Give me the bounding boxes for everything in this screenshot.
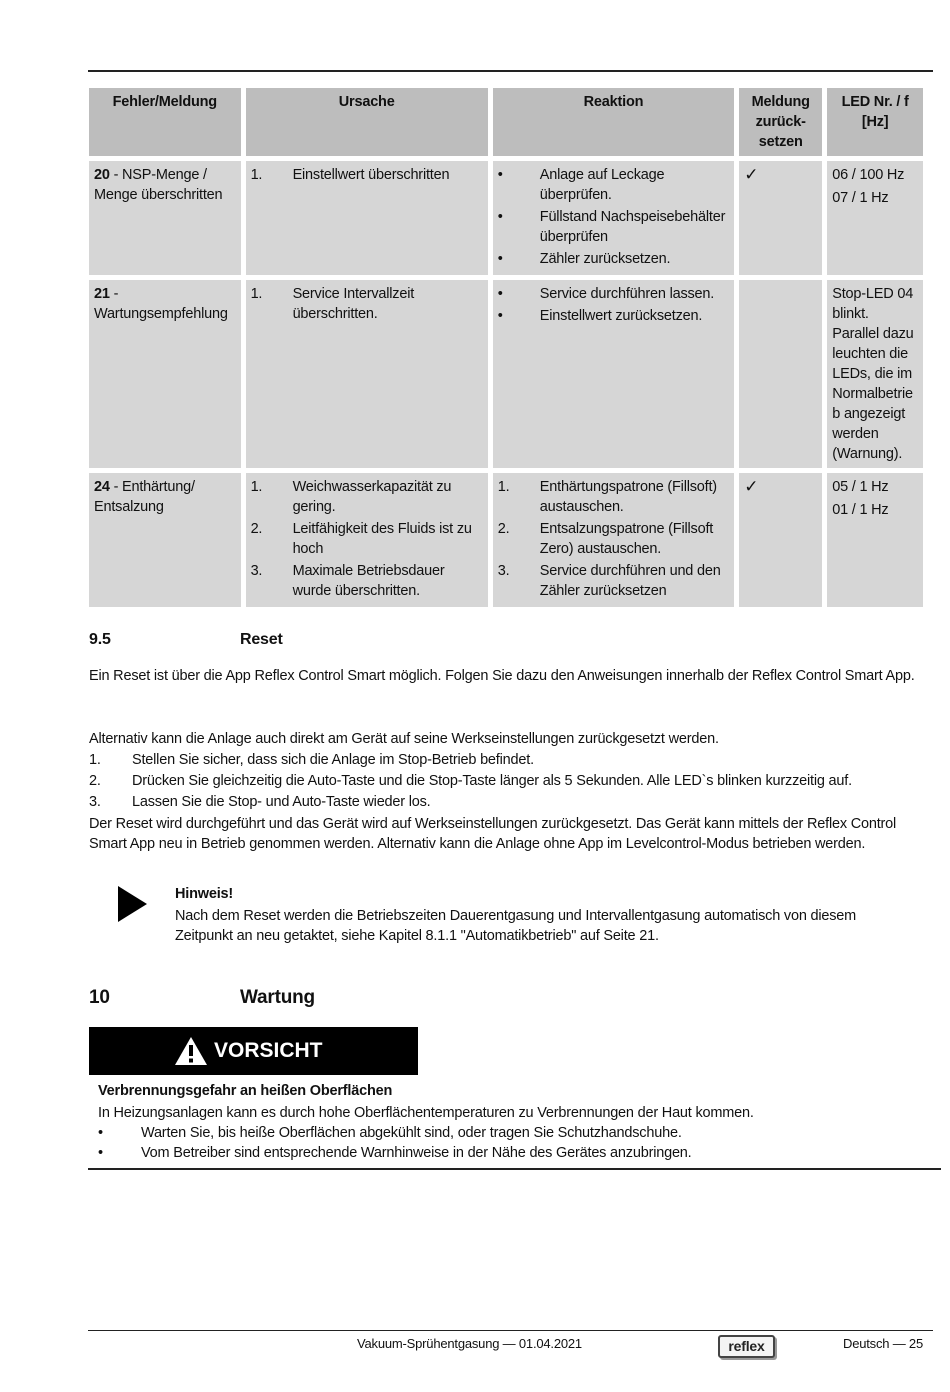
- list-item: [251, 477, 483, 517]
- error-code: 21: [94, 286, 110, 302]
- reset-alt-intro: Alternativ kann die Anlage auch direkt am Gerät auf seine Werkseinstellungen zurückgesetzt werden.: [89, 731, 719, 747]
- list-item: [251, 519, 483, 559]
- led-value: Stop-LED 04 blinkt. Parallel dazu leuchten die LEDs, die im Normalbetrie b angezeigt werden (Warnung).: [832, 286, 914, 462]
- table-row: [89, 280, 923, 468]
- led-value: 05 / 1 Hz: [832, 479, 889, 495]
- list-item: [89, 792, 929, 812]
- top-rule: [88, 70, 933, 72]
- list-text: Drücken Sie gleichzeitig die Auto-Taste und die Stop-Taste länger als 5 Sekunden. Alle LED`s blinken kurzzeitig auf.: [132, 773, 852, 789]
- error-code: 20: [94, 167, 110, 183]
- reset-outro: Der Reset wird durchgeführt und das Gerät wird auf Werkseinstellungen zurückgesetzt. Das Gerät kann mittels der Reflex Control Smart App neu in Betrieb genommen werden. Alternativ kann die Anlage ohne App im Levelcontrol-Modus betrieben werden.: [89, 816, 897, 852]
- error-table: [84, 83, 928, 612]
- reset-cell: [739, 473, 822, 607]
- list-text: Füllstand Nachspeisebehälter überprüfen: [539, 209, 726, 245]
- list-number: 1.: [250, 479, 263, 495]
- bullet: •: [98, 1145, 103, 1161]
- table-header-row: [89, 88, 923, 156]
- error-title: - NSP-Menge / Menge überschritten: [94, 167, 223, 203]
- list-item: [498, 519, 729, 559]
- list-number: 3.: [89, 794, 101, 810]
- section-title: Wartung: [240, 987, 315, 1008]
- led-cell: [827, 473, 923, 607]
- bullet: •: [98, 1125, 103, 1141]
- reaction-cell: [493, 161, 734, 275]
- list-text: Warten Sie, bis heiße Oberflächen abgekühlt sind, oder tragen Sie Schutzhandschuhe.: [141, 1125, 682, 1141]
- error-cell: [89, 280, 241, 468]
- warning-banner: [89, 1027, 418, 1075]
- header-led: LED Nr. / f [Hz]: [827, 88, 923, 156]
- list-item: [498, 561, 729, 601]
- led-value: 07 / 1 Hz: [832, 190, 889, 206]
- bullet: •: [497, 209, 503, 225]
- hint-title: Hinweis!: [175, 886, 234, 902]
- list-text: Weichwasserkapazität zu gering.: [292, 479, 452, 515]
- hint-text: Nach dem Reset werden die Betriebszeiten Dauerentgasung und Intervallentgasung automatisch von diesem Zeitpunkt an neu getaktet, siehe Kapitel 8.1.1 "Automatikbetrieb" auf Seite 21.: [175, 908, 857, 944]
- list-text: Service Intervallzeit überschritten.: [292, 286, 415, 322]
- reset-cell: [739, 161, 822, 275]
- header-reset: Meldung zurück-setzen: [739, 88, 822, 156]
- list-number: 2.: [250, 521, 263, 537]
- list-item: [98, 1123, 933, 1143]
- list-item: [498, 284, 729, 304]
- list-text: Leitfähigkeit des Fluids ist zu hoch: [292, 521, 472, 557]
- bullet: •: [497, 251, 503, 267]
- cause-cell: [246, 161, 488, 275]
- reset-intro: Ein Reset ist über die App Reflex Control Smart möglich. Folgen Sie dazu den Anweisungen innerhalb der Reflex Control Smart App.: [89, 668, 915, 684]
- bullet: •: [497, 167, 503, 183]
- list-item: [498, 249, 729, 269]
- list-text: Einstellwert zurücksetzen.: [539, 308, 703, 324]
- hint-arrow-icon: [118, 886, 147, 922]
- table-row: [89, 473, 923, 607]
- list-item: [251, 165, 483, 185]
- list-number: 2.: [89, 773, 101, 789]
- list-item: [251, 561, 483, 601]
- header-cause: Ursache: [246, 88, 488, 156]
- footer-page-number: Deutsch — 25: [843, 1336, 923, 1351]
- reflex-logo: reflex: [718, 1335, 775, 1358]
- list-item: [98, 1143, 933, 1163]
- header-reaction: Reaktion: [493, 88, 734, 156]
- section-number: 10: [89, 987, 110, 1008]
- list-text: Service durchführen und den Zähler zurücksetzen: [539, 563, 721, 599]
- list-item: [498, 207, 729, 247]
- reset-steps: [89, 750, 929, 812]
- section-number: 9.5: [89, 631, 111, 648]
- warning-content: [98, 1081, 933, 1163]
- warning-title: Verbrennungsgefahr an heißen Oberflächen: [98, 1083, 393, 1099]
- list-text: Enthärtungspatrone (Fillsoft) austauschen.: [539, 479, 717, 515]
- error-cell: [89, 473, 241, 607]
- list-text: Entsalzungspatrone (Fillsoft Zero) austauschen.: [539, 521, 714, 557]
- led-value: 06 / 100 Hz: [832, 167, 905, 183]
- warning-bottom-rule: [88, 1168, 941, 1170]
- error-title: - Enthärtung/ Entsalzung: [94, 479, 195, 515]
- list-number: 1.: [250, 286, 263, 302]
- hint-box: [175, 884, 915, 946]
- reaction-cell: [493, 473, 734, 607]
- list-text: Stellen Sie sicher, dass sich die Anlage im Stop-Betrieb befindet.: [132, 752, 534, 768]
- list-text: Lassen Sie die Stop- und Auto-Taste wieder los.: [132, 794, 431, 810]
- list-number: 2.: [497, 521, 510, 537]
- footer-document-title: Vakuum-Sprühentgasung — 01.04.2021: [357, 1336, 582, 1351]
- list-item: [89, 750, 929, 770]
- list-number: 3.: [497, 563, 510, 579]
- list-text: Vom Betreiber sind entsprechende Warnhinweise in der Nähe des Gerätes anzubringen.: [141, 1145, 692, 1161]
- list-item: [89, 771, 929, 791]
- check-icon: ✓: [744, 477, 759, 496]
- list-item: [498, 306, 729, 326]
- table-row: [89, 161, 923, 275]
- error-title: - Wartungsempfehlung: [94, 286, 228, 322]
- cause-cell: [246, 473, 488, 607]
- list-text: Anlage auf Leckage überprüfen.: [539, 167, 665, 203]
- header-error: Fehler/Meldung: [89, 88, 241, 156]
- reaction-cell: [493, 280, 734, 468]
- section-heading-maintenance: [89, 988, 315, 1008]
- cause-cell: [246, 280, 488, 468]
- list-text: Zähler zurücksetzen.: [539, 251, 671, 267]
- led-cell: [827, 161, 923, 275]
- list-text: Maximale Betriebsdauer wurde überschritten.: [292, 563, 445, 599]
- section-heading-reset: [89, 630, 283, 650]
- warning-triangle-icon: [174, 1036, 208, 1066]
- list-text: Service durchführen lassen.: [539, 286, 715, 302]
- section-title: Reset: [240, 631, 283, 648]
- led-value: 01 / 1 Hz: [832, 502, 889, 518]
- list-item: [498, 165, 729, 205]
- error-cell: [89, 161, 241, 275]
- list-item: [498, 477, 729, 517]
- warning-text: In Heizungsanlagen kann es durch hohe Oberflächentemperaturen zu Verbrennungen der Haut kommen.: [98, 1105, 754, 1121]
- list-number: 1.: [497, 479, 510, 495]
- list-item: [251, 284, 483, 324]
- list-number: 1.: [250, 167, 263, 183]
- list-number: 1.: [89, 752, 101, 768]
- led-cell: [827, 280, 923, 468]
- list-number: 3.: [250, 563, 263, 579]
- reset-cell: [739, 280, 822, 468]
- warning-label: VORSICHT: [214, 1039, 323, 1062]
- error-code: 24: [94, 479, 110, 495]
- bullet: •: [497, 308, 503, 324]
- footer-rule: [88, 1330, 933, 1331]
- check-icon: ✓: [744, 165, 759, 184]
- bullet: •: [497, 286, 503, 302]
- list-text: Einstellwert überschritten: [292, 167, 450, 183]
